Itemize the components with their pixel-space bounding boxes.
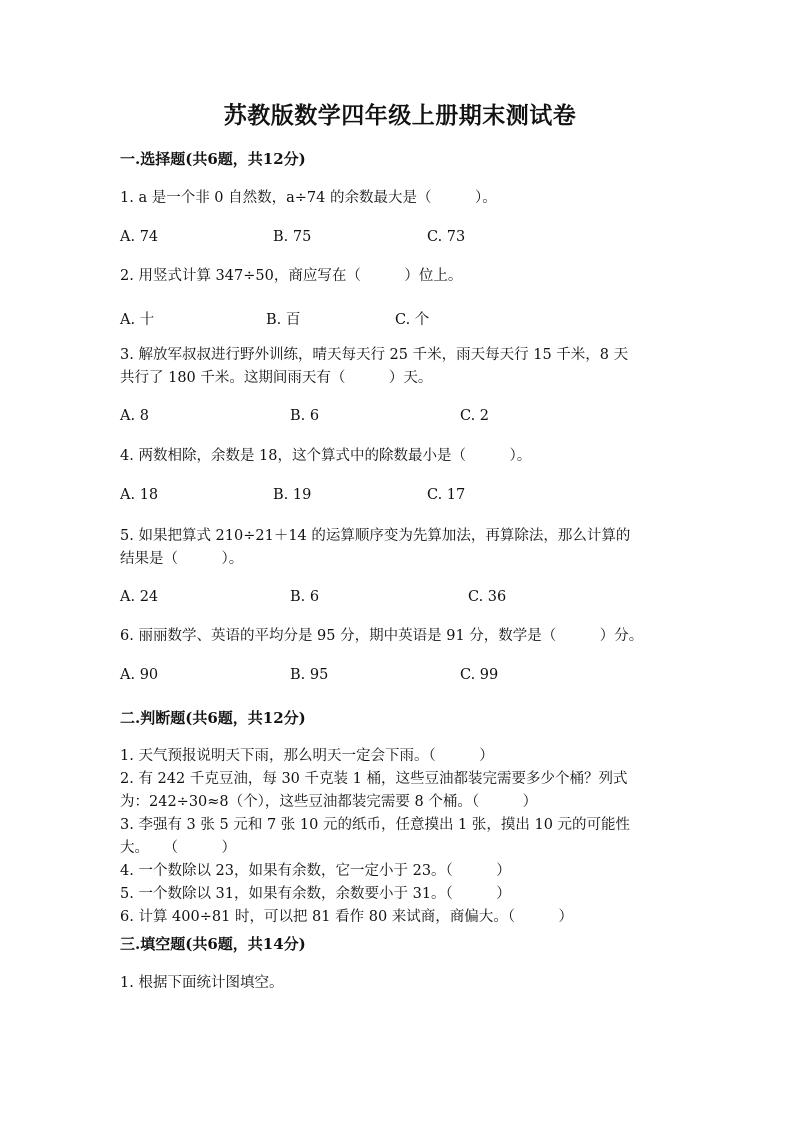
question-6-option-b: B. 95 <box>290 667 329 683</box>
question-6-option-a: A. 90 <box>120 667 159 683</box>
question-2-option-a: A. 十 <box>120 312 155 328</box>
tf-line: 1. 天气预报说明天下雨，那么明天一定会下雨。（ ） <box>120 748 494 764</box>
question-2: 2. 用竖式计算 347÷50，商应写在（ ）位上。 <box>120 268 463 284</box>
tf-line: 2. 有 242 千克豆油，每 30 千克装 1 桶，这些豆油都装完需要多少个桶？列式 <box>120 771 628 787</box>
section-heading-multiple-choice: 一.选择题(共6题，共12分) <box>120 150 306 168</box>
question-3-option-a: A. 8 <box>120 408 149 424</box>
tf-line: 6. 计算 400÷81 时，可以把 81 看作 80 来试商，商偏大。（ ） <box>120 909 574 925</box>
question-5-option-a: A. 24 <box>120 589 159 605</box>
tf-line: 大。 （ ） <box>120 840 236 856</box>
question-3-option-c: C. 2 <box>460 408 490 424</box>
question-4-option-c: C. 17 <box>427 487 466 503</box>
question-5-option-b: B. 6 <box>290 589 320 605</box>
question-3-option-b: B. 6 <box>290 408 320 424</box>
question-6-option-c: C. 99 <box>460 667 499 683</box>
question-1-option-c: C. 73 <box>427 229 466 245</box>
tf-line: 3. 李强有 3 张 5 元和 7 张 10 元的纸币，任意摸出 1 张，摸出 10 元的可能性 <box>120 817 631 833</box>
question-2-option-b: B. 百 <box>266 312 301 328</box>
question-1-option-a: A. 74 <box>120 229 159 245</box>
question-5-line-2: 结果是（ ）。 <box>120 551 244 567</box>
question-6: 6. 丽丽数学、英语的平均分是 95 分，期中英语是 91 分，数学是（ ）分。 <box>120 628 644 644</box>
question-4-option-a: A. 18 <box>120 487 159 503</box>
question-5-option-c: C. 36 <box>468 589 507 605</box>
question-4: 4. 两数相除，余数是 18，这个算式中的除数最小是（ ）。 <box>120 448 532 464</box>
tf-line: 5. 一个数除以 31，如果有余数，余数要小于 31。（ ） <box>120 886 511 902</box>
fill-in-question-1: 1. 根据下面统计图填空。 <box>120 975 284 991</box>
question-1: 1. a 是一个非 0 自然数，a÷74 的余数最大是（ ）。 <box>120 190 497 206</box>
question-3-line-2: 共行了 180 千米。这期间雨天有（ ）天。 <box>120 370 433 386</box>
question-5-line-1: 5. 如果把算式 210÷21＋14 的运算顺序变为先算加法，再算除法，那么计算的 <box>120 528 631 544</box>
section-heading-fill-in: 三.填空题(共6题，共14分) <box>120 935 306 953</box>
section-heading-true-false: 二.判断题(共6题，共12分) <box>120 709 306 727</box>
tf-line: 为：242÷30≈8（个），这些豆油都装完需要 8 个桶。（ ） <box>120 794 538 810</box>
question-1-option-b: B. 75 <box>273 229 312 245</box>
tf-line: 4. 一个数除以 23，如果有余数，它一定小于 23。（ ） <box>120 863 511 879</box>
question-2-option-c: C. 个 <box>395 312 430 328</box>
question-4-option-b: B. 19 <box>273 487 312 503</box>
page-title: 苏教版数学四年级上册期末测试卷 <box>223 102 577 129</box>
question-3-line-1: 3. 解放军叔叔进行野外训练，晴天每天行 25 千米，雨天每天行 15 千米，8 天 <box>120 347 629 363</box>
